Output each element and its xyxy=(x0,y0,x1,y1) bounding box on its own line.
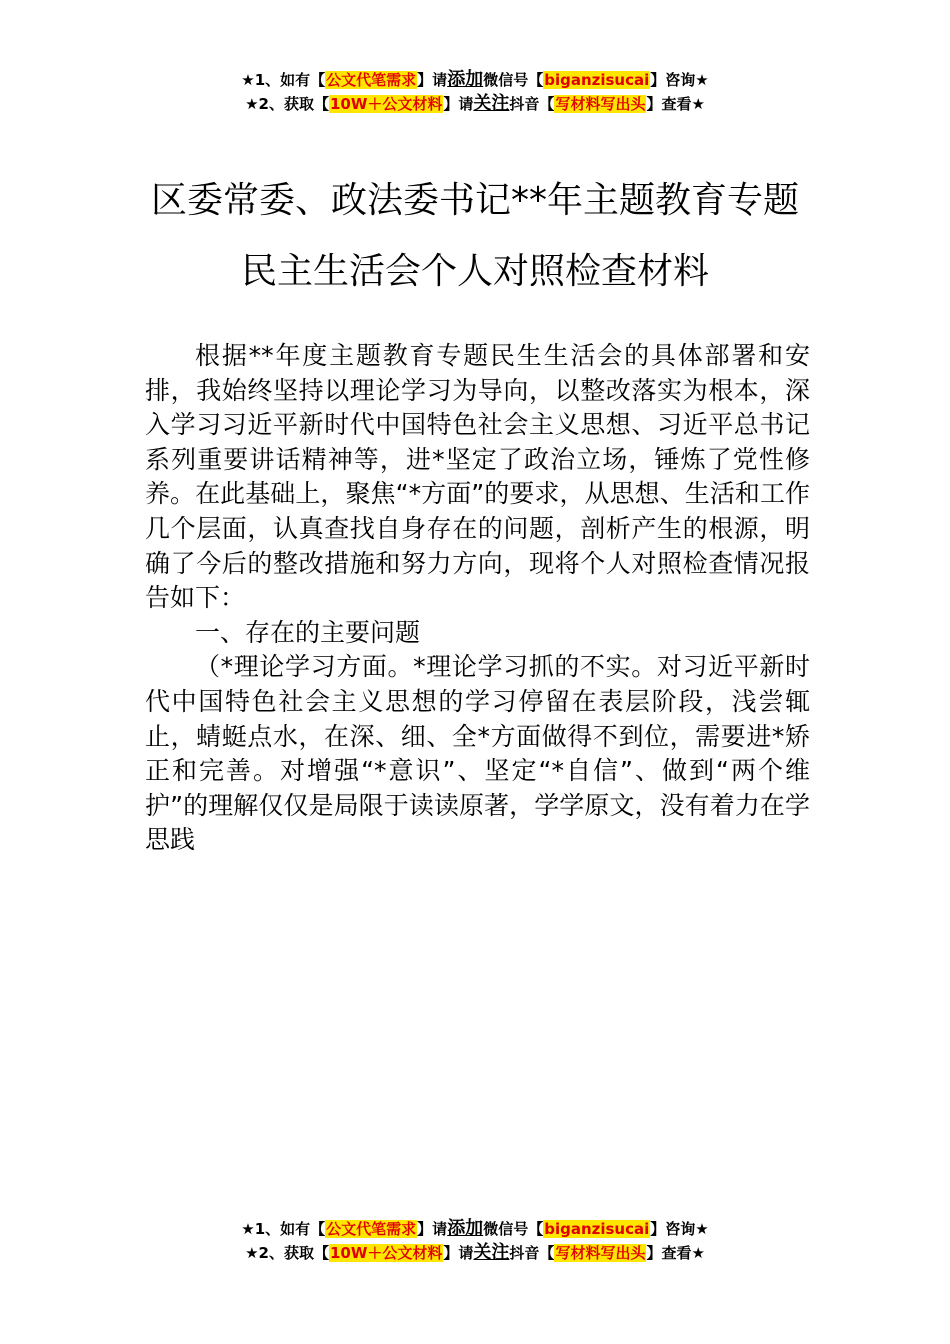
promo-line-2-suffix: 】查看★ xyxy=(646,1244,705,1262)
promo-line-2-suffix: 】查看★ xyxy=(646,95,705,113)
promo-line-2-emphasis: 关注 xyxy=(473,93,510,114)
document-body xyxy=(145,339,810,858)
promo-line-1-mid: 】请 xyxy=(417,1220,448,1238)
intro-paragraph: 根据**年度主题教育专题民生生活会的具体部署和安排，我始终坚持以理论学习为导向，以整改落实为根本，深入学习习近平新时代中国特色社会主义思想、习近平总书记系列重要讲话精神等，进*坚定了政治立场，锤炼了党性修养。在此基础上，聚焦“*方面”的要求，从思想、生活和工作几个层面，认真查找自身存在的问题，剖析产生的根源，明确了今后的整改措施和努力方向，现将个人对照检查情况报告如下： xyxy=(145,341,810,613)
promo-line-1-emphasis: 添加 xyxy=(447,1218,484,1239)
promo-line-2 xyxy=(0,1241,950,1265)
promo-line-1-mid2: 微信号【 xyxy=(483,71,544,89)
promo-line-1 xyxy=(0,68,950,92)
document-title-line-2: 民主生活会个人对照检查材料 xyxy=(240,251,709,292)
promo-line-1-highlight-service: 公文代笔需求 xyxy=(326,1220,417,1238)
promo-line-2-highlight-material: 10W＋公文材料 xyxy=(329,95,443,113)
promo-line-2-prefix: ★2、获取【 xyxy=(245,1244,329,1262)
document-title-line-1: 区委常委、政法委书记**年主题教育专题 xyxy=(150,180,799,221)
promo-line-1-mid: 】请 xyxy=(417,71,448,89)
promo-line-2-mid2: 抖音【 xyxy=(509,95,555,113)
promo-line-2-highlight-account: 写材料写出头 xyxy=(555,95,646,113)
promo-line-1-highlight-service: 公文代笔需求 xyxy=(326,71,417,89)
promo-line-1 xyxy=(0,1217,950,1241)
promo-line-2-mid: 】请 xyxy=(443,1244,474,1262)
promo-line-1-prefix: ★1、如有【 xyxy=(241,71,326,89)
promo-line-1-emphasis: 添加 xyxy=(447,69,484,90)
section-heading: 一、存在的主要问题 xyxy=(195,617,421,647)
promo-line-2-mid2: 抖音【 xyxy=(509,1244,555,1262)
promo-line-2-highlight-account: 写材料写出头 xyxy=(555,1244,646,1262)
promo-line-1-suffix: 】咨询★ xyxy=(650,71,709,89)
promo-line-2-highlight-material: 10W＋公文材料 xyxy=(329,1244,443,1262)
theory-study-paragraph: （*理论学习方面。*理论学习抓的不实。对习近平新时代中国特色社会主义思想的学习停留在表层阶段，浅尝辄止，蜻蜓点水，在深、细、全*方面做得不到位，需要进*矫正和完善。对增强“*意识”、坚定“*自信”、做到“两个维护”的理解仅仅是局限于读读原著，学学原文，没有着力在学思践 xyxy=(145,652,810,855)
top-promo-banner xyxy=(0,68,950,116)
promo-line-1-suffix: 】咨询★ xyxy=(650,1220,709,1238)
promo-line-1-highlight-account: biganzisucai xyxy=(544,71,650,89)
promo-line-1-mid2: 微信号【 xyxy=(483,1220,544,1238)
promo-line-2-mid: 】请 xyxy=(443,95,474,113)
promo-line-2-prefix: ★2、获取【 xyxy=(245,95,329,113)
promo-line-2 xyxy=(0,92,950,116)
promo-line-1-highlight-account: biganzisucai xyxy=(544,1220,650,1238)
promo-line-2-emphasis: 关注 xyxy=(473,1242,510,1263)
bottom-promo-banner xyxy=(0,1217,950,1265)
promo-line-1-prefix: ★1、如有【 xyxy=(241,1220,326,1238)
